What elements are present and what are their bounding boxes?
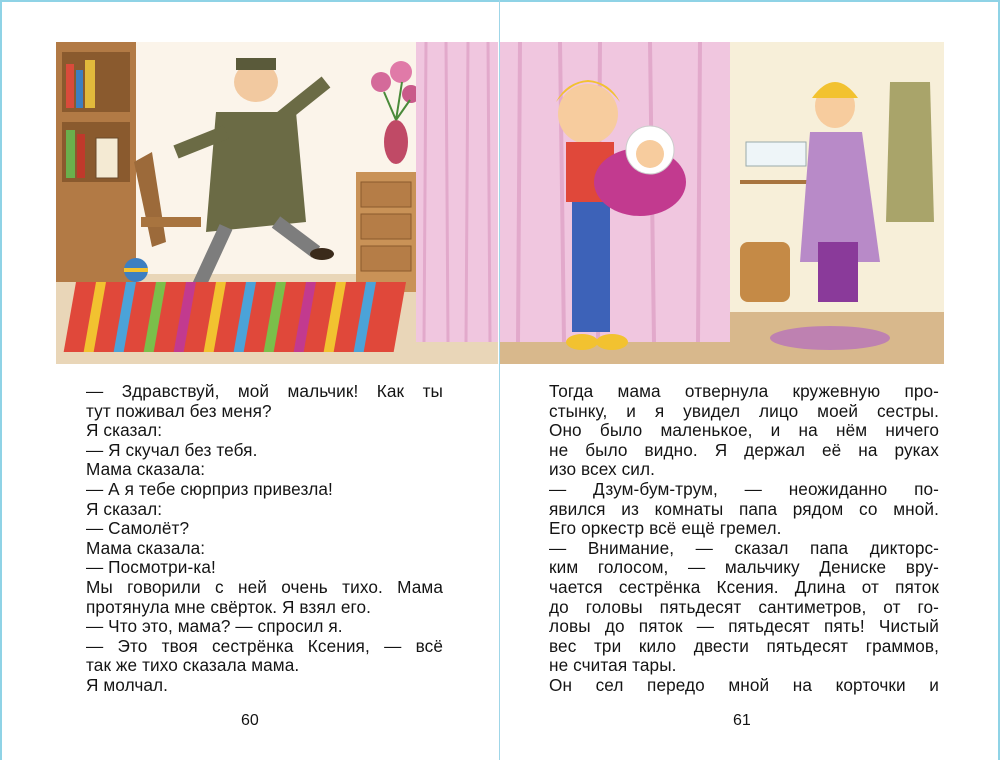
text-line: Я молчал. [86,674,169,695]
text-line: чается сестрёнка Ксения. Длина от пяток [549,576,939,597]
page-frame-top [0,0,1000,2]
text-line: стынку, и я увидел лицо моей сестры. [549,400,939,421]
text-line: — Что это, мама? — спросил я. [86,616,343,637]
text-line: Мы говорили с ней очень тихо. Мама [86,576,443,597]
illustration-dancing-father [56,42,498,364]
text-line: Он сел передо мной на корточки и [549,674,939,695]
text-line: Оно было маленькое, и на нём ничего [549,420,939,441]
text-line: Его оркестр всё ещё гремел. [549,518,782,539]
text-line: — Самолёт? [86,518,190,539]
text-line: — Это твоя сестрёнка Ксения, — всё [86,635,443,656]
page-frame-left [0,0,2,760]
text-line: — Дзум-бум-трум, — неожиданно по- [549,478,939,499]
right-page-text [549,382,939,696]
text-line: Мама сказала: [86,537,206,558]
text-line: ким голосом, — мальчику Дениске вру- [549,557,939,578]
text-line: Я сказал: [86,420,163,441]
text-line: ловы до пяток — пятьдесят пять! Чистый [549,616,939,637]
illustration-boy-with-baby [500,42,944,364]
text-line: Мама сказала: [86,459,206,480]
text-line: — Посмотри-ка! [86,557,216,578]
text-line: тут поживал без меня? [86,400,272,421]
text-line: протянула мне свёрток. Я взял его. [86,596,372,617]
text-line: Тогда мама отвернула кружевную про- [549,381,939,401]
text-line: — А я тебе сюрприз привезла! [86,478,333,499]
text-line: — Внимание, — сказал папа дикторс- [549,537,939,558]
text-line: не было видно. Я держал её на руках [549,439,939,460]
text-line: Я сказал: [86,498,163,519]
text-line: — Я скучал без тебя. [86,439,258,460]
text-line: вес три кило двести пятьдесят граммов, [549,635,939,656]
text-line: — Здравствуй, мой мальчик! Как ты [86,381,443,401]
text-line: до головы пятьдесят сантиметров, от го- [549,596,939,617]
text-line: изо всех сил. [549,459,656,480]
left-page-text [86,382,443,696]
text-line: так же тихо сказала мама. [86,655,300,676]
page-number-left: 60 [241,712,259,729]
page-number-right: 61 [733,712,751,729]
text-line: не считая тары. [549,655,677,676]
text-line: явился из комнаты папа рядом со мной. [549,498,939,519]
